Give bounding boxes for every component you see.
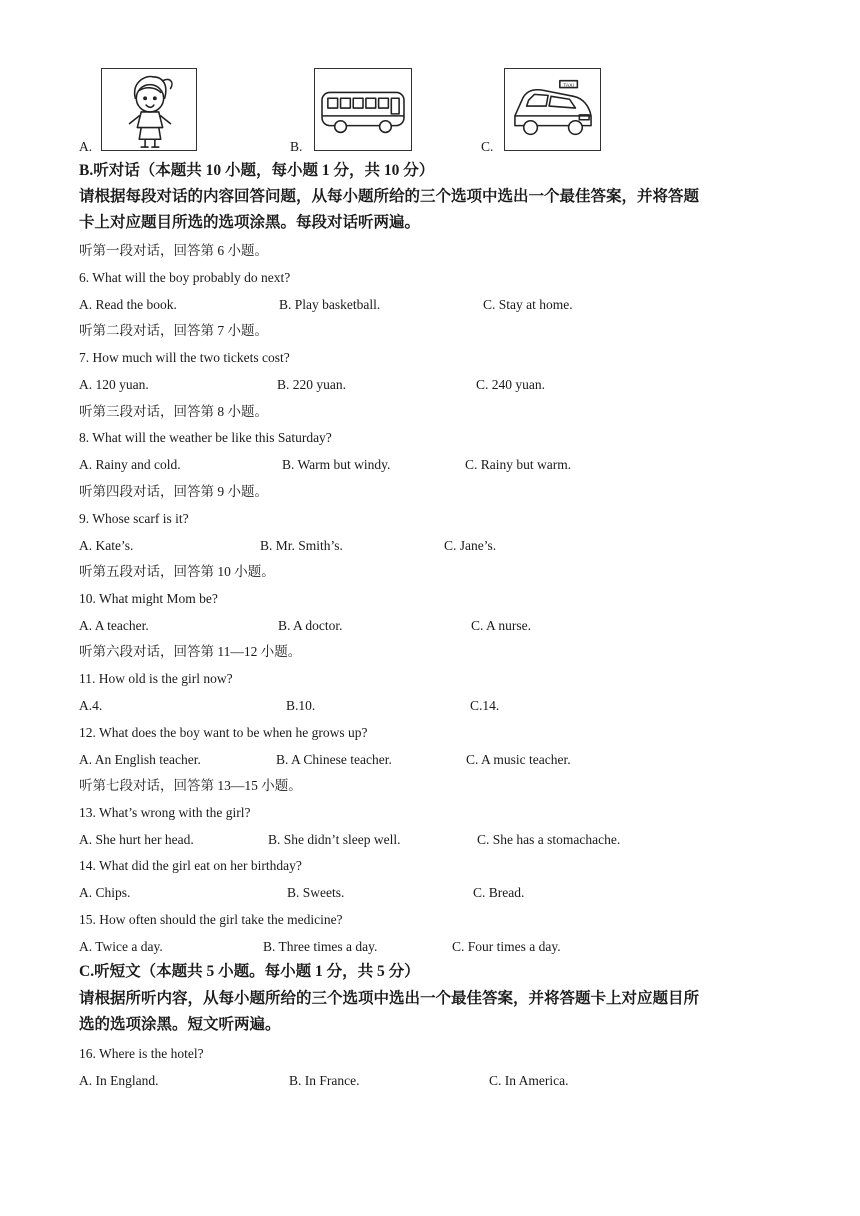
option-9a: A. Kate’s. <box>79 538 134 553</box>
dialogue-note: 听第四段对话，回答第 9 小题。 <box>79 484 268 499</box>
section-c-instructions-line2: 选的选项涂黑。短文听两遍。 <box>79 1016 281 1033</box>
picture-a-label: A. <box>79 139 93 154</box>
option-15c: C. Four times a day. <box>452 939 561 954</box>
option-14a: A. Chips. <box>79 885 131 900</box>
picture-b-bus <box>314 68 412 151</box>
question-6: 6. What will the boy probably do next? <box>79 270 291 285</box>
section-c-heading: C.听短文（本题共 5 小题。每小题 1 分，共 5 分） <box>79 963 420 980</box>
option-12a: A. An English teacher. <box>79 752 201 767</box>
question-11: 11. How old is the girl now? <box>79 671 233 686</box>
section-b-instructions-line2: 卡上对应题目所选的选项涂黑。每段对话听两遍。 <box>79 214 421 231</box>
section-b-heading: B.听对话（本题共 10 小题，每小题 1 分，共 10 分） <box>79 162 435 179</box>
option-6a: A. Read the book. <box>79 297 177 312</box>
question-9: 9. Whose scarf is it? <box>79 511 189 526</box>
bus-icon <box>315 69 411 150</box>
option-9b: B. Mr. Smith’s. <box>260 538 343 553</box>
option-15b: B. Three times a day. <box>263 939 378 954</box>
option-13a: A. She hurt her head. <box>79 832 194 847</box>
picture-b-label: B. <box>290 139 303 154</box>
option-11b: B.10. <box>286 698 316 713</box>
option-11c: C.14. <box>470 698 500 713</box>
dialogue-note: 听第七段对话，回答第 13—15 小题。 <box>79 778 302 793</box>
taxi-icon <box>505 69 600 150</box>
option-8b: B. Warm but windy. <box>282 457 391 472</box>
option-8c: C. Rainy but warm. <box>465 457 572 472</box>
girl-icon <box>102 69 196 150</box>
question-16: 16. Where is the hotel? <box>79 1046 204 1061</box>
question-12: 12. What does the boy want to be when he grows up? <box>79 725 368 740</box>
question-15: 15. How often should the girl take the medicine? <box>79 912 343 927</box>
dialogue-note: 听第三段对话，回答第 8 小题。 <box>79 404 268 419</box>
question-7: 7. How much will the two tickets cost? <box>79 350 290 365</box>
picture-c-label: C. <box>481 139 494 154</box>
question-13: 13. What’s wrong with the girl? <box>79 805 251 820</box>
option-10c: C. A nurse. <box>471 618 532 633</box>
question-8: 8. What will the weather be like this Saturday? <box>79 430 332 445</box>
option-13b: B. She didn’t sleep well. <box>268 832 401 847</box>
option-6c: C. Stay at home. <box>483 297 573 312</box>
option-12c: C. A music teacher. <box>466 752 571 767</box>
option-16a: A. In England. <box>79 1073 159 1088</box>
option-14c: C. Bread. <box>473 885 525 900</box>
picture-a-girl <box>101 68 197 151</box>
section-c-instructions-line1: 请根据所听内容，从每小题所给的三个选项中选出一个最佳答案，并将答题卡上对应题目所 <box>79 990 700 1007</box>
option-10b: B. A doctor. <box>278 618 343 633</box>
question-10: 10. What might Mom be? <box>79 591 218 606</box>
option-6b: B. Play basketball. <box>279 297 381 312</box>
option-15a: A. Twice a day. <box>79 939 163 954</box>
option-7a: A. 120 yuan. <box>79 377 149 392</box>
question-14: 14. What did the girl eat on her birthday? <box>79 858 302 873</box>
taxi-sign-text: TAXI <box>563 83 574 89</box>
option-13c: C. She has a stomachache. <box>477 832 621 847</box>
picture-c-taxi <box>504 68 601 151</box>
dialogue-note: 听第一段对话，回答第 6 小题。 <box>79 243 268 258</box>
dialogue-note: 听第二段对话，回答第 7 小题。 <box>79 323 268 338</box>
section-b-instructions-line1: 请根据每段对话的内容回答问题，从每小题所给的三个选项中选出一个最佳答案，并将答题 <box>79 188 700 205</box>
dialogue-note: 听第六段对话，回答第 11—12 小题。 <box>79 644 302 659</box>
option-16c: C. In America. <box>489 1073 569 1088</box>
option-16b: B. In France. <box>289 1073 360 1088</box>
option-8a: A. Rainy and cold. <box>79 457 181 472</box>
option-10a: A. A teacher. <box>79 618 149 633</box>
option-7c: C. 240 yuan. <box>476 377 545 392</box>
option-12b: B. A Chinese teacher. <box>276 752 392 767</box>
option-9c: C. Jane’s. <box>444 538 497 553</box>
option-14b: B. Sweets. <box>287 885 345 900</box>
option-7b: B. 220 yuan. <box>277 377 346 392</box>
dialogue-note: 听第五段对话，回答第 10 小题。 <box>79 564 275 579</box>
option-11a: A.4. <box>79 698 103 713</box>
